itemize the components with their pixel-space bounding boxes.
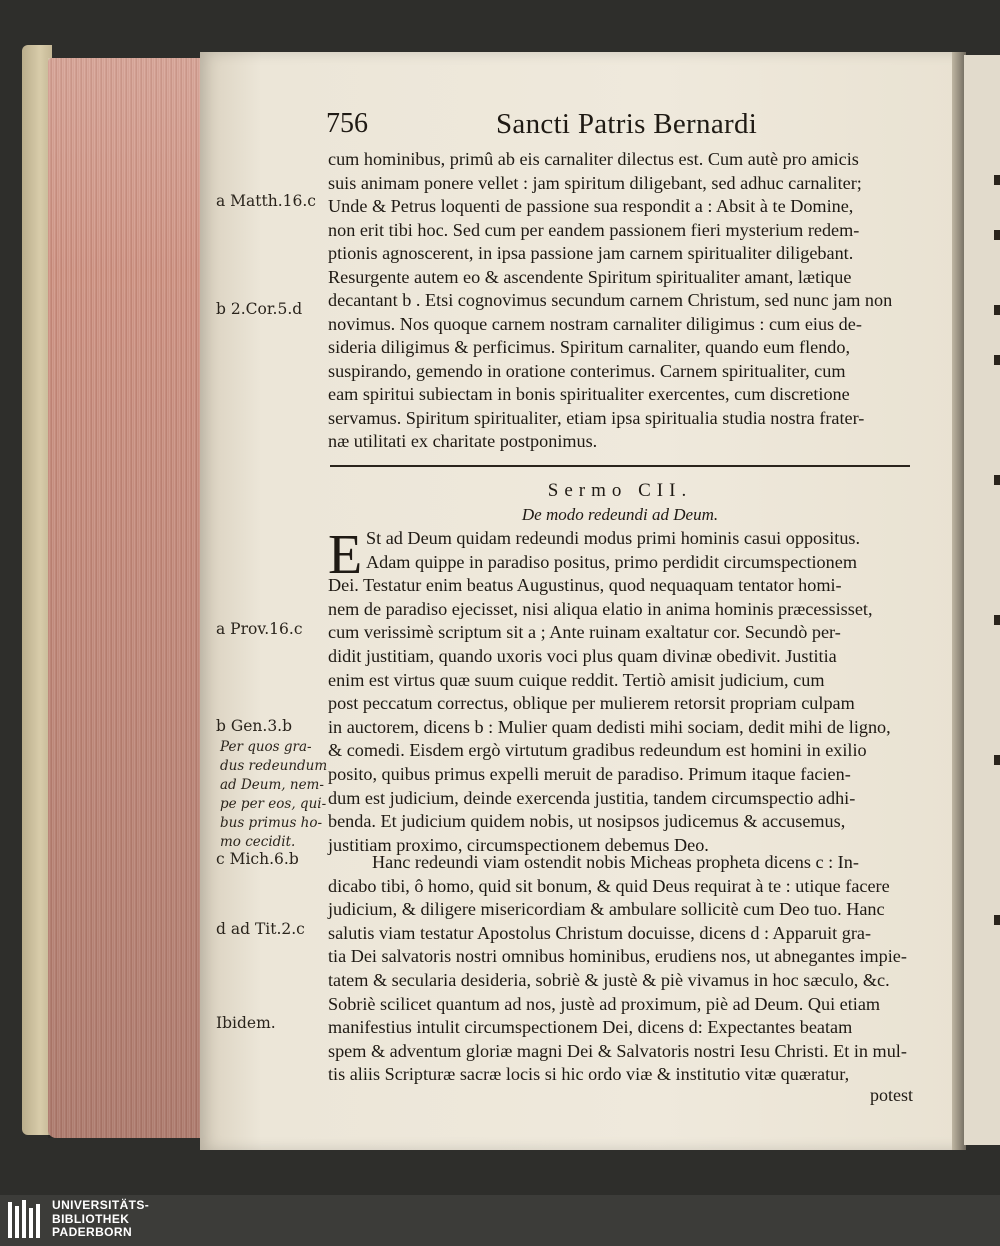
text-line: nem de paradiso ejecisset, nisi aliqua elatio in anima hominis præcessisset, [328,598,873,619]
text-line: posito, quibus primus expelli meruit de paradiso. Primum itaque facien- [328,764,851,784]
margin-note-mich: c Mich.6.b [216,850,299,868]
library-name-line: BIBLIOTHEK [52,1211,130,1226]
sermo-subtitle: De modo redeundi ad Deum. [521,505,719,524]
page-header [326,108,926,148]
text-line: næ utilitati ex charitate postponimus. [328,431,598,451]
text-line: sideria diligimus & perficimus. Spiritum carnaliter, quando eum flendo, [328,337,851,357]
text-line: non erit tibi hoc. Sed cum per eandem passionem fieri mysterium redem- [328,219,860,240]
page-edges-shading [48,58,213,1138]
facing-page-ink [994,475,1000,485]
section-rule [330,465,910,467]
margin-note-matth: a Matth.16.c [216,192,316,210]
text-line: benda. Et judicium quidem nobis, ut nosipsos judicemus & accusemus, [328,811,846,832]
text-line: cum verissimè scriptum sit a ; Ante ruinam exaltatur cor. Secundò per- [328,622,841,643]
running-head: Sancti Patris Bernardi [496,108,758,140]
text-line: didit justitiam, quando uxoris voci plus quam divinæ obedivit. Justitia [328,646,837,666]
text-line: Resurgente autem eo & ascendente Spiritum spiritualiter amant, lætique [328,266,852,287]
drop-cap: E [328,524,363,586]
text-line: St ad Deum quidam redeundi modus primi hominis casui oppositus. [366,528,861,548]
text-line: cum hominibus, primû ab eis carnaliter dilectus est. Cum autè pro amicis [328,149,859,169]
margin-gloss-line: bus primus ho- [220,815,323,831]
text-line: Hanc redeundi viam ostendit nobis Micheas propheta dicens c : In- [372,852,859,872]
text-line: tia Dei salvatoris nostri omnibus hominibus, erudiens nos, ut abnegantes impie- [328,946,907,967]
text-line: salutis viam testatur Apostolus Christum docuisse, dicens d : Apparuit gra- [328,922,872,943]
text-line: Dei. Testatur enim beatus Augustinus, quod nequaquam tentator homi- [328,575,842,596]
sermo-title: Sermo CII. [547,480,693,501]
text-line: post peccatum correctus, oblique per mulierem retorsit propriam culpam [328,693,855,714]
text-line: eam spiritui subiectam in bonis spiritualiter exercentes, cum discretione [328,384,850,404]
text-line: suspirando, gemendo in oratione conterimus. Carnem spiritualiter, cum [328,360,846,381]
page-number: 756 [326,108,368,139]
library-name-line: PADERBORN [52,1225,133,1239]
text-line: spem & adventum gloriæ magni Dei & Salvatoris nostri Iesu Christi. Et in mul- [328,1040,907,1061]
margin-gloss-line: mo cecidit. [220,834,296,850]
margin-note-gen: b Gen.3.b [216,717,293,735]
facing-page-ink [994,230,1000,240]
text-line: dum est judicium, deinde exercenda justitia, tandem circumspectio adhi- [328,787,856,808]
text-line: manifestius intulit circumspectionem Dei, dicens d: Expectantes beatam [328,1017,853,1038]
margin-note-prov: a Prov.16.c [216,620,303,638]
text-line: novimus. Nos quoque carnem nostram carnaliter diligimus : cum eius de- [328,313,862,334]
text-line: suis animam ponere vellet : jam spiritum diligebant, sed adhuc carnaliter; [328,172,862,193]
library-name [52,1199,149,1240]
text-line: Adam quippe in paradiso positus, primo perdidit circumspectionem [366,551,857,572]
library-name-line: UNIVERSITÄTS- [52,1198,150,1212]
text-line: enim est virtus quæ suum cuique reddit. Tertiò amisit judicium, cum [328,669,825,690]
facing-page-ink [994,615,1000,625]
text-line: & comedi. Eisdem ergò virtutum gradibus redeundum est homini in exilio [328,740,867,761]
margin-gloss-line: ad Deum, nem- [220,777,324,793]
library-footer [0,1195,1000,1246]
text-line: tatem & secularia desideria, sobriè & justè & piè vivamus in hoc sæculo, &c. [328,970,890,990]
facing-page-ink [994,355,1000,365]
text-line: justitiam proximo, circumspectionem debemus Deo. [328,834,709,855]
text-line: tis aliis Scripturæ sacræ locis si hic ordo viæ & institutio vitæ quæratur, [328,1064,850,1085]
facing-page-ink [994,175,1000,185]
text-line: Sobriè scilicet quantum ad nos, justè ad proximum, piè ad Deum. Qui etiam [328,993,881,1014]
margin-gloss-line: dus redeundum [220,758,328,774]
catchword: potest [870,1085,913,1105]
margin-gloss-line: Per quos gra- [220,739,312,755]
library-logo-icon [6,1198,42,1242]
margin-note-ibidem: Ibidem. [216,1014,276,1032]
text-line: dicabo tibi, ô homo, quid sit bonum, & quid Deus requirat à te : utique facere [328,875,890,896]
facing-page-ink [994,915,1000,925]
facing-page [964,55,1000,1145]
text-line: in auctorem, dicens b : Mulier quam dedisti mihi sociam, dedit mihi de ligno, [328,716,891,737]
facing-page-ink [994,755,1000,765]
margin-gloss-line: pe per eos, qui- [220,796,327,812]
text-line: judicium, & diligere misericordiam & ambulare sollicitè cum Deo tuo. Hanc [328,899,885,920]
margin-note-cor: b 2.Cor.5.d [216,300,303,318]
text-line: ptionis agnoscerent, in ipsa passione jam carnem spiritualiter diligebant. [328,243,854,263]
text-line: decantant b . Etsi cognovimus secundum carnem Christum, sed nunc jam non [328,290,893,310]
facing-page-ink [994,305,1000,315]
text-line: servamus. Spiritum spiritualiter, etiam ipsa spiritualia studia nostra frater- [328,407,865,428]
text-line: Unde & Petrus loquenti de passione sua respondit a : Absit à te Domine, [328,196,854,216]
margin-note-tit: d ad Tit.2.c [216,920,305,938]
